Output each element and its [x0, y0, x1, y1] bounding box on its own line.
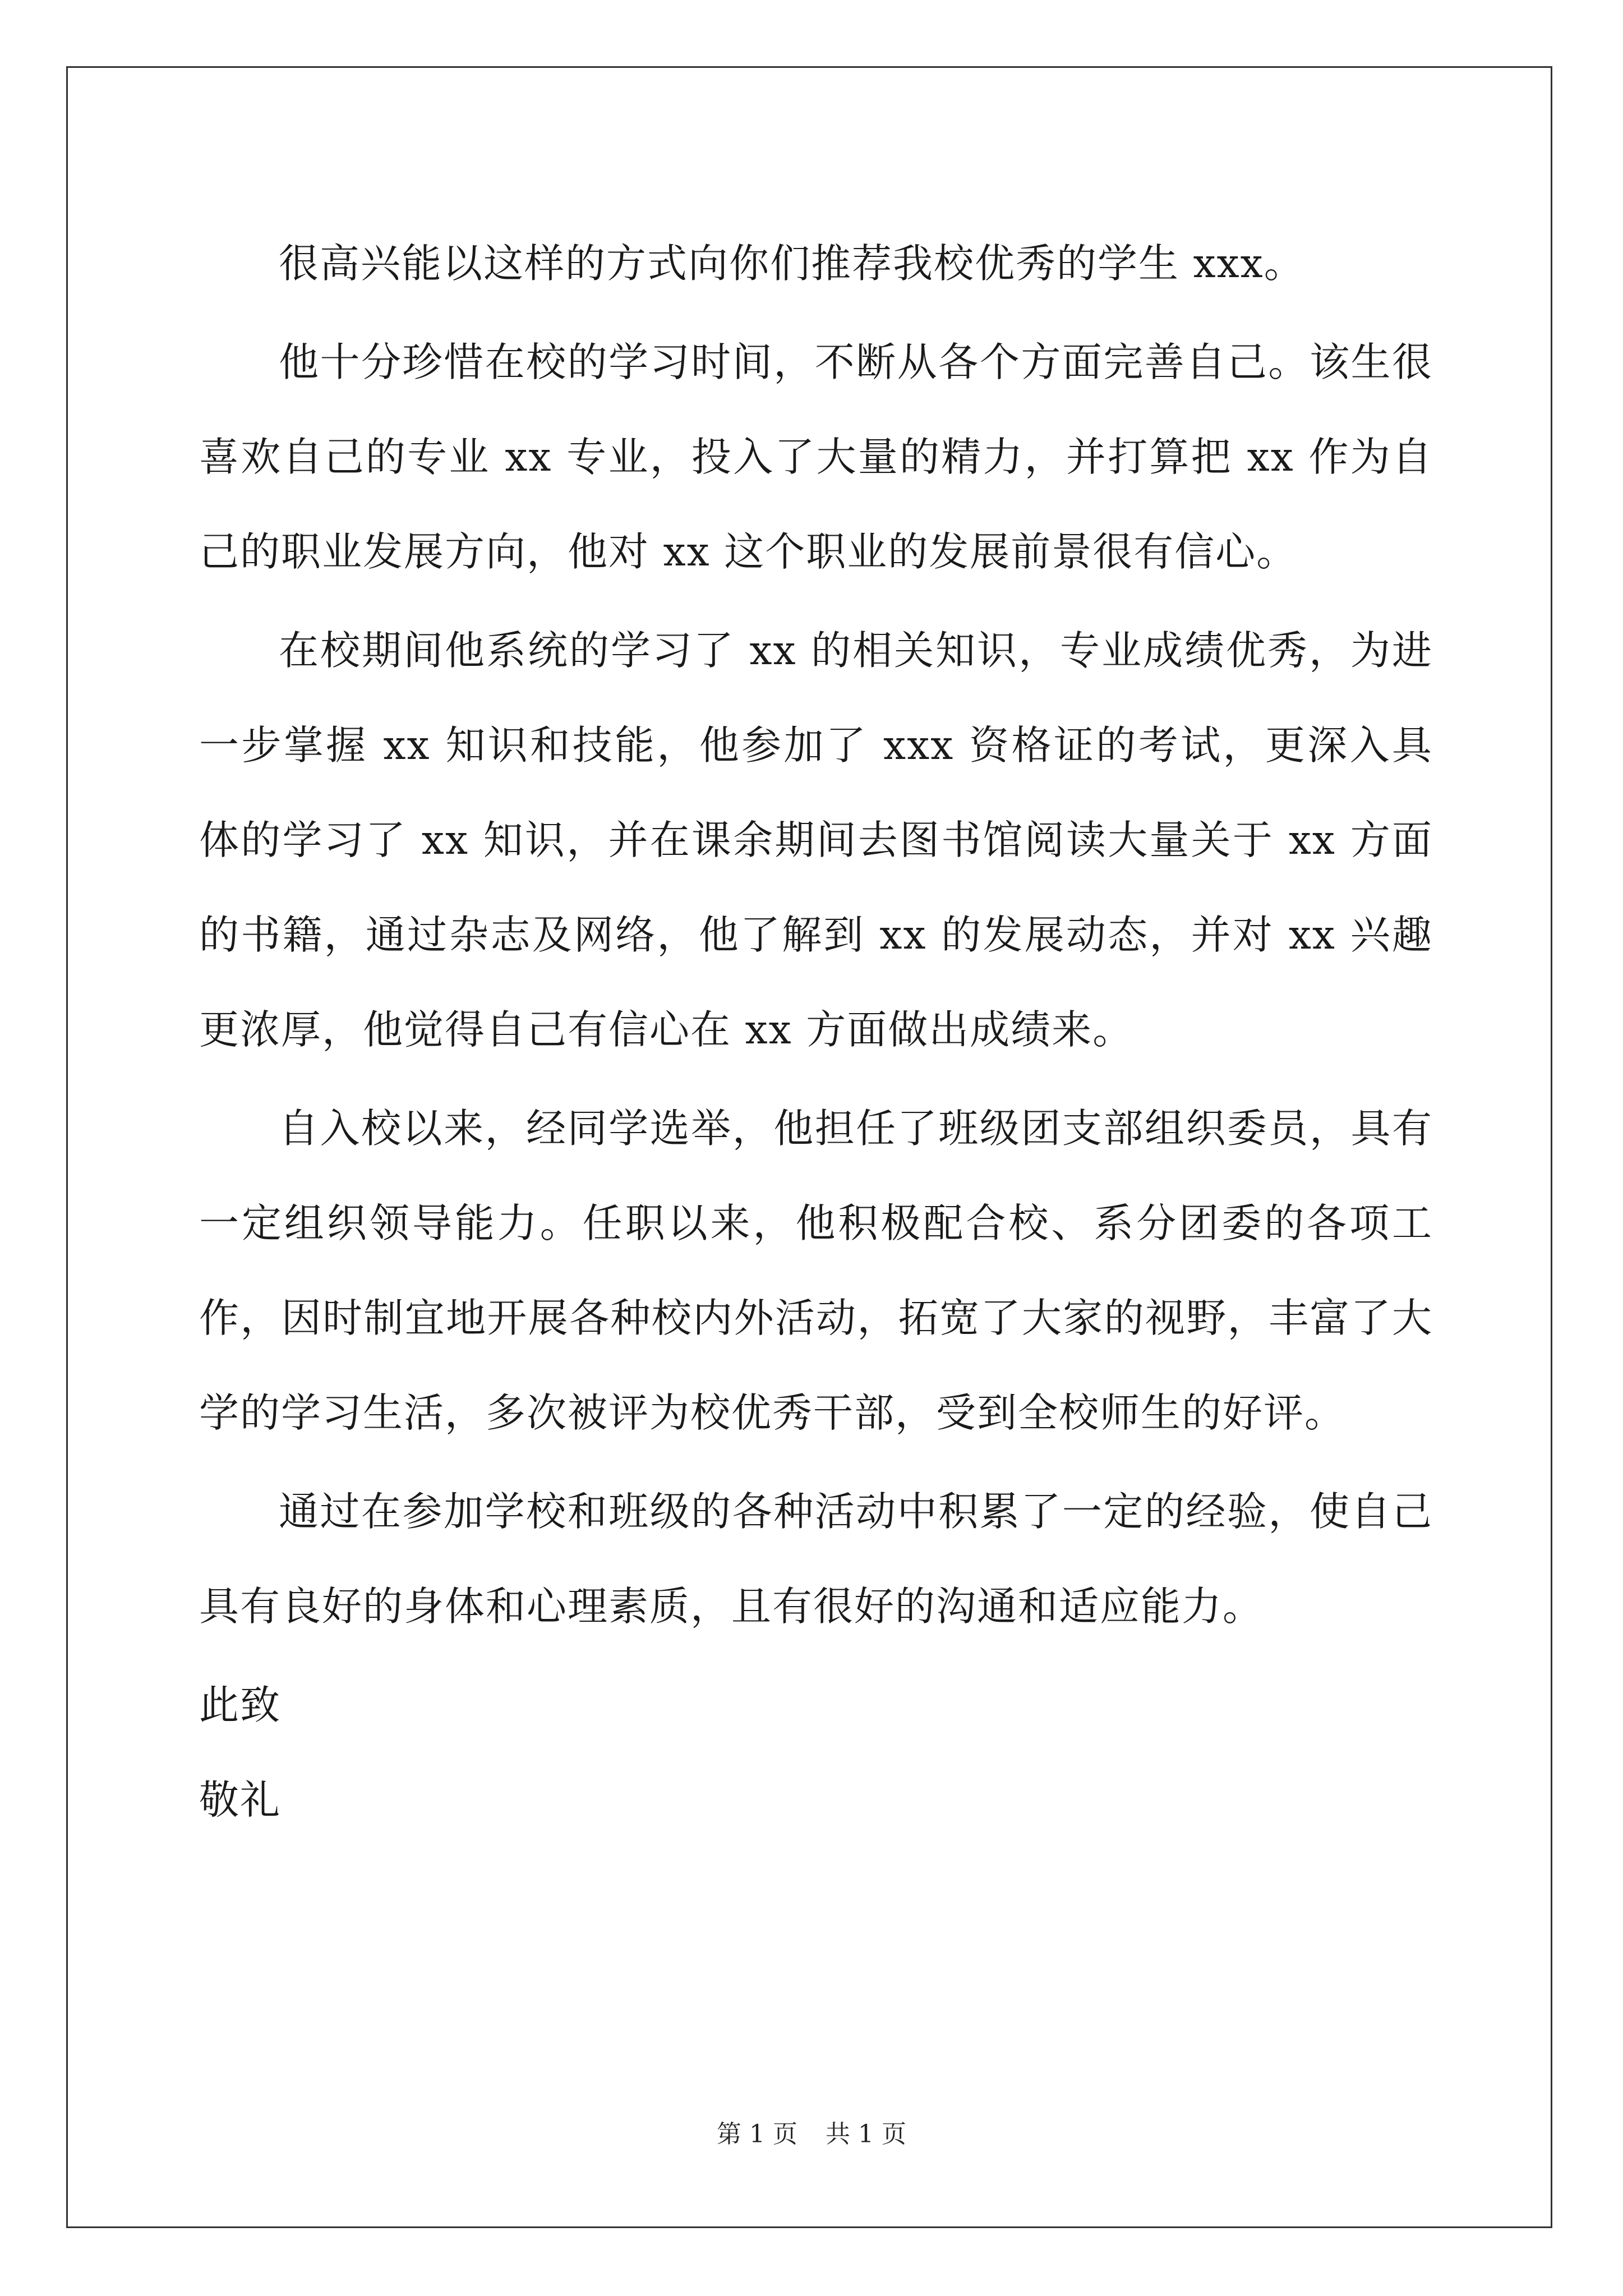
paragraph-knowledge: 在校期间他系统的学习了 xx 的相关知识，专业成绩优秀，为进一步掌握 xx 知识和技能，他参加了 xxx 资格证的考试，更深入具体的学习了 xx 知识，并在课余期间去图书馆阅读大量关于 xx 方面的书籍，通过杂志及网络，他了解到 xx 的发展动态，并对 xx 兴趣更浓厚，他觉得自己有信心在 xx 方面做出成绩来。 [199, 627, 1433, 1053]
paragraph-study: 他十分珍惜在校的学习时间，不断从各个方面完善自己。该生很喜欢自己的专业 xx 专业，投入了大量的精力，并打算把 xx 作为自己的职业发展方向，他对 xx 这个职业的发展前景很有信心。 [199, 339, 1433, 575]
paragraph-experience: 通过在参加学校和班级的各种活动中积累了一定的经验，使自己具有良好的身体和心理素质，且有很好的沟通和适应能力。 [199, 1488, 1433, 1630]
page-footer [0, 2118, 1623, 2151]
paragraph-leadership: 自入校以来，经同学选举，他担任了班级团支部组织委员，具有一定组织领导能力。任职以来，他积极配合校、系分团委的各项工作，因时制宜地开展各种校内外活动，拓宽了大家的视野，丰富了大学的学习生活，多次被评为校优秀干部，受到全校师生的好评。 [199, 1105, 1433, 1436]
page-total: 共 1 页 [826, 2120, 906, 2148]
closing-regards: 敬礼 [199, 1777, 282, 1823]
letter-body [199, 216, 1433, 1847]
page-number: 第 1 页 [717, 2120, 797, 2148]
paragraph-intro: 很高兴能以这样的方式向你们推荐我校优秀的学生 xxx。 [279, 240, 1305, 287]
closing-salutation: 此致 [199, 1682, 282, 1728]
